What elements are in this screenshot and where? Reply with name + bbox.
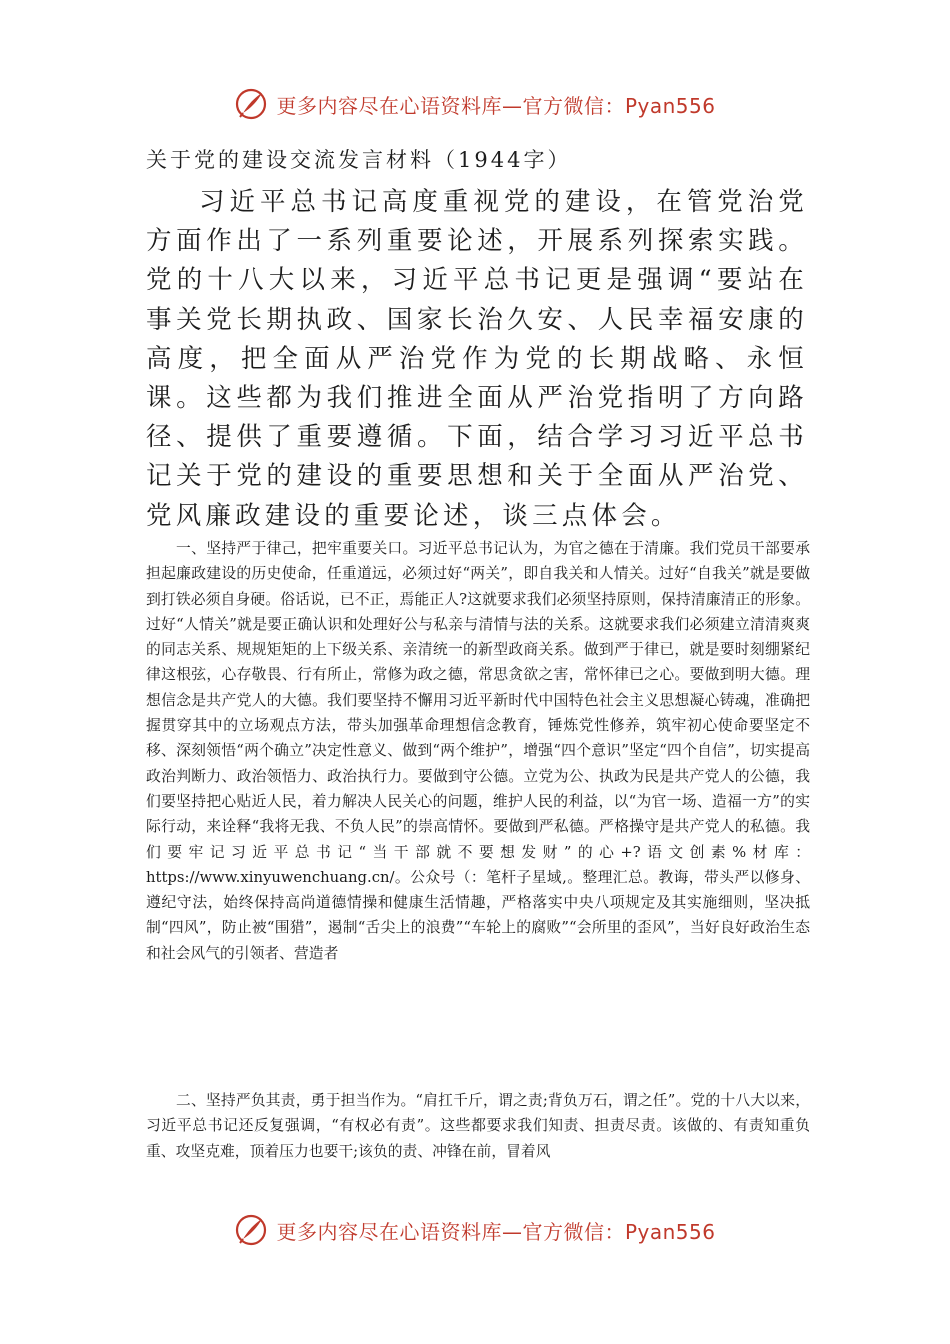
quill-logo-icon [234,87,268,121]
lead-paragraph: 习近平总书记高度重视党的建设，在管党治党方面作出了一系列重要论述，开展系列探索实践。党的十八大以来，习近平总书记更是强调“要站在事关党长期执政、国家长治久安、人民幸福安康的高度，把全面从严治党作为党的长期战略、永恒课。这些都为我们推进全面从严治党指明了方向路径、提供了重要遵循。下面，结合学习习近平总书记关于党的建设的重要思想和关于全面从严治党、党风廉政建设的重要论述，谈三点体会。 [146,187,808,531]
body-paragraph-2: 二、坚持严负其责，勇于担当作为。“肩扛千斤，谓之责;背负万石，谓之任”。党的十八大以来，习近平总书记还反复强调，“有权必有责”。这些都要求我们知责、担责尽责。该做的、有责知重负重、攻坚克难，顶着压力也要干;该负的责、冲锋在前，冒着风 [146,1092,810,1160]
document-title: 关于党的建设交流发言材料（1944字） [146,148,572,172]
header-banner [0,82,950,126]
quill-logo-icon [234,1213,268,1247]
footer-banner [0,1208,950,1252]
banner-text: 更多内容尽在心语资料库—官方微信：Pyan556 [276,1219,716,1244]
banner-text: 更多内容尽在心语资料库—官方微信：Pyan556 [276,93,716,118]
body-paragraph-1: 一、坚持严于律己，把牢重要关口。习近平总书记认为，为官之德在于清廉。我们党员干部要承担起廉政建设的历史使命，任重道远，必须过好“两关”，即自我关和人情关。过好“自我关”就是要做到打铁必须自身硬。俗话说，已不正，焉能正人?这就要求我们必须坚持原则，保持清廉清正的形象。过好“人情关”就是要正确认识和处理好公与私亲与清情与法的关系。这就要求我们必须建立清清爽爽的同志关系、规规矩矩的上下级关系、亲清统一的新型政商关系。做到严于律已，就是要时刻绷紧纪律这根弦，心存敬畏、行有所止，常修为政之德，常思贪欲之害，常怀律已之心。要做到明大德。理想信念是共产党人的大德。我们要坚持不懈用习近平新时代中国特色社会主义思想凝心铸魂，准确把握贯穿其中的立场观点方法，带头加强革命理想信念教育，锤炼党性修养，筑牢初心使命要坚定不移、深刻领悟“两个确立”决定性意义、做到“两个维护”，增强“四个意识”坚定“四个自信”，切实提高政治判断力、政治领悟力、政治执行力。要做到守公德。立党为公、执政为民是共产党人的公德，我们要坚持把心贴近人民，着力解决人民关心的问题，维护人民的利益，以“为官一场、造福一方”的实际行动，来诠释“我将无我、不负人民”的崇高情怀。要做到严私德。严格操守是共产党人的私德。我们要牢记习近平总书记“当干部就不要想发财”的心+?语文创素%材库：https://www.xinyuwenchuang.cn/。公众号（：笔杆子星域,。整理汇总。教诲，带头严以修身、遵纪守法，始终保持高尚道德情操和健康生活情趣，严格落实中央八项规定及其实施细则，坚决抵制“四风”，防止被“围猎”，遏制“舌尖上的浪费”“车轮上的腐败”“会所里的歪风”，当好良好政治生态和社会风气的引领者、营造者 [146,540,810,962]
